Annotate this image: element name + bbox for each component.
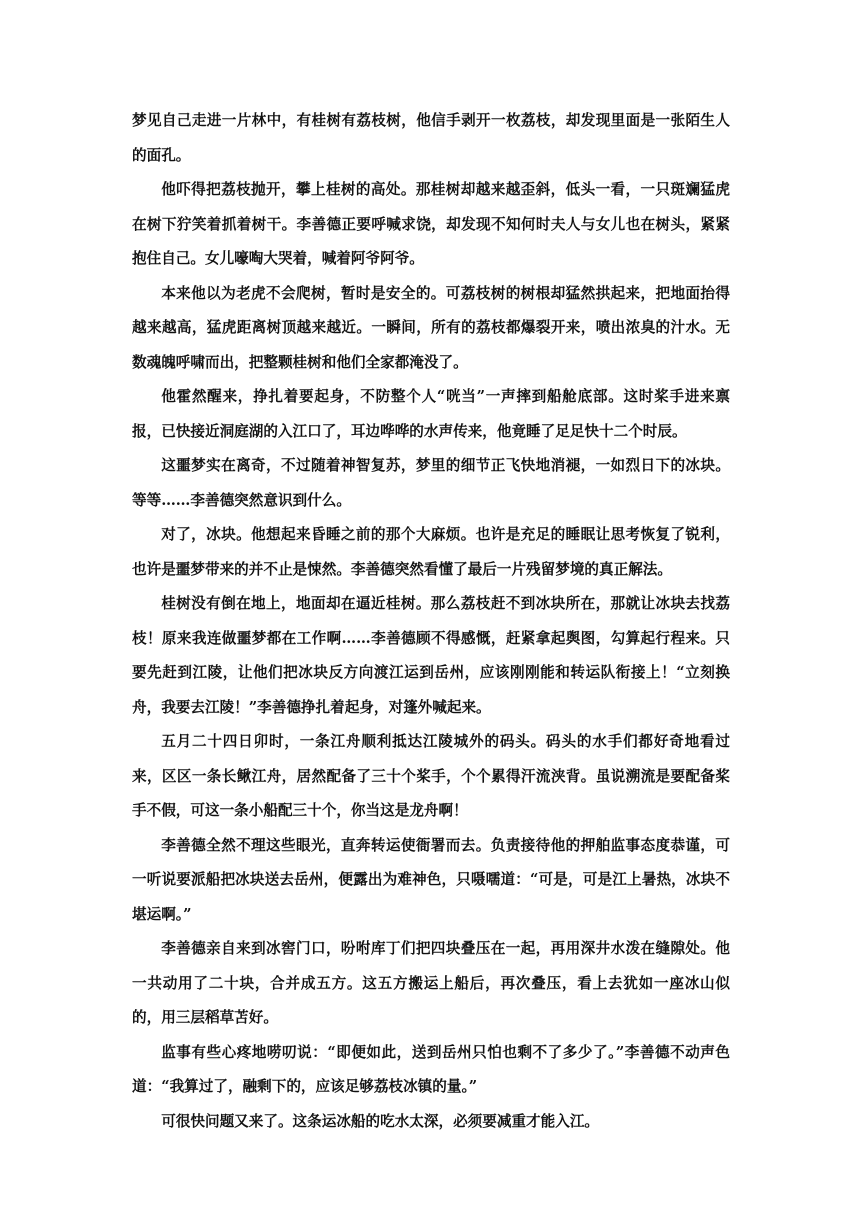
paragraph-9: 李善德全然不理这些眼光，直奔转运使衙署而去。负责接待他的押舶监事态度恭谨，可一听说要派船把冰块送去岳州，便露出为难神色，只嗫嚅道：“可是，可是江上暑热，冰块不堪运啊。” <box>132 836 730 923</box>
paragraph-1: 梦见自己走进一片林中，有桂树有荔枝树，他信手剥开一枚荔枝，却发现里面是一张陌生人的面孔。 <box>132 112 730 164</box>
paragraph-11: 监事有些心疼地唠叨说：“即便如此，送到岳州只怕也剩不了多少了。”李善德不动声色道：“我算过了，融剩下的，应该足够荔枝冰镇的量。” <box>132 1043 730 1095</box>
document-page <box>132 104 730 1139</box>
paragraph-4: 他霍然醒来，挣扎着要起身，不防整个人“咣当”一声摔到船舱底部。这时桨手进来禀报，已快接近洞庭湖的入江口了，耳边哗哗的水声传来，他竟睡了足足快十二个时辰。 <box>132 388 730 440</box>
paragraph-6: 对了，冰块。他想起来昏睡之前的那个大麻烦。也许是充足的睡眠让思考恢复了锐利，也许是噩梦带来的并不止是悚然。李善德突然看懂了最后一片残留梦境的真正解法。 <box>132 526 730 578</box>
paragraph-5: 这噩梦实在离奇，不过随着神智复苏，梦里的细节正飞快地消褪，一如烈日下的冰块。等等……李善德突然意识到什么。 <box>132 457 730 509</box>
paragraph-8: 五月二十四日卯时，一条江舟顺利抵达江陵城外的码头。码头的水手们都好奇地看过来，区区一条长鳅江舟，居然配备了三十个桨手，个个累得汗流浃背。虽说溯流是要配备桨手不假，可这一条小船配三十个，你当这是龙舟啊！ <box>132 733 730 819</box>
paragraph-12: 可很快问题又来了。这条运冰船的吃水太深，必须要减重才能入江。 <box>161 1112 600 1130</box>
paragraph-7: 桂树没有倒在地上，地面却在逼近桂树。那么荔枝赶不到冰块所在，那就让冰块去找荔枝！原来我连做噩梦都在工作啊……李善德顾不得感慨，赶紧拿起舆图，勾算起行程来。只要先赶到江陵，让他们把冰块反方向渡江运到岳州，应该刚刚能和转运队衔接上！“立刻换舟，我要去江陵！”李善德挣扎着起身，对篷外喊起来。 <box>132 595 730 716</box>
paragraph-10: 李善德亲自来到冰窖门口，吩咐库丁们把四块叠压在一起，再用深井水泼在缝隙处。他一共动用了二十块，合并成五方。这五方搬运上船后，再次叠压，看上去犹如一座冰山似的，用三层稻草苫好。 <box>132 940 730 1026</box>
paragraph-3: 本来他以为老虎不会爬树，暂时是安全的。可荔枝树的树根却猛然拱起来，把地面抬得越来越高，猛虎距离树顶越来越近。一瞬间，所有的荔枝都爆裂开来，喷出浓臭的汁水。无数魂魄呼啸而出，把整颗桂树和他们全家都淹没了。 <box>132 284 730 371</box>
paragraph-2: 他吓得把荔枝抛开，攀上桂树的高处。那桂树却越来越歪斜，低头一看，一只斑斓猛虎在树下狞笑着抓着树干。李善德正要呼喊求饶，却发现不知何时夫人与女儿也在树头，紧紧抱住自己。女儿嚎啕大哭着，喊着阿爷阿爷。 <box>132 181 730 267</box>
